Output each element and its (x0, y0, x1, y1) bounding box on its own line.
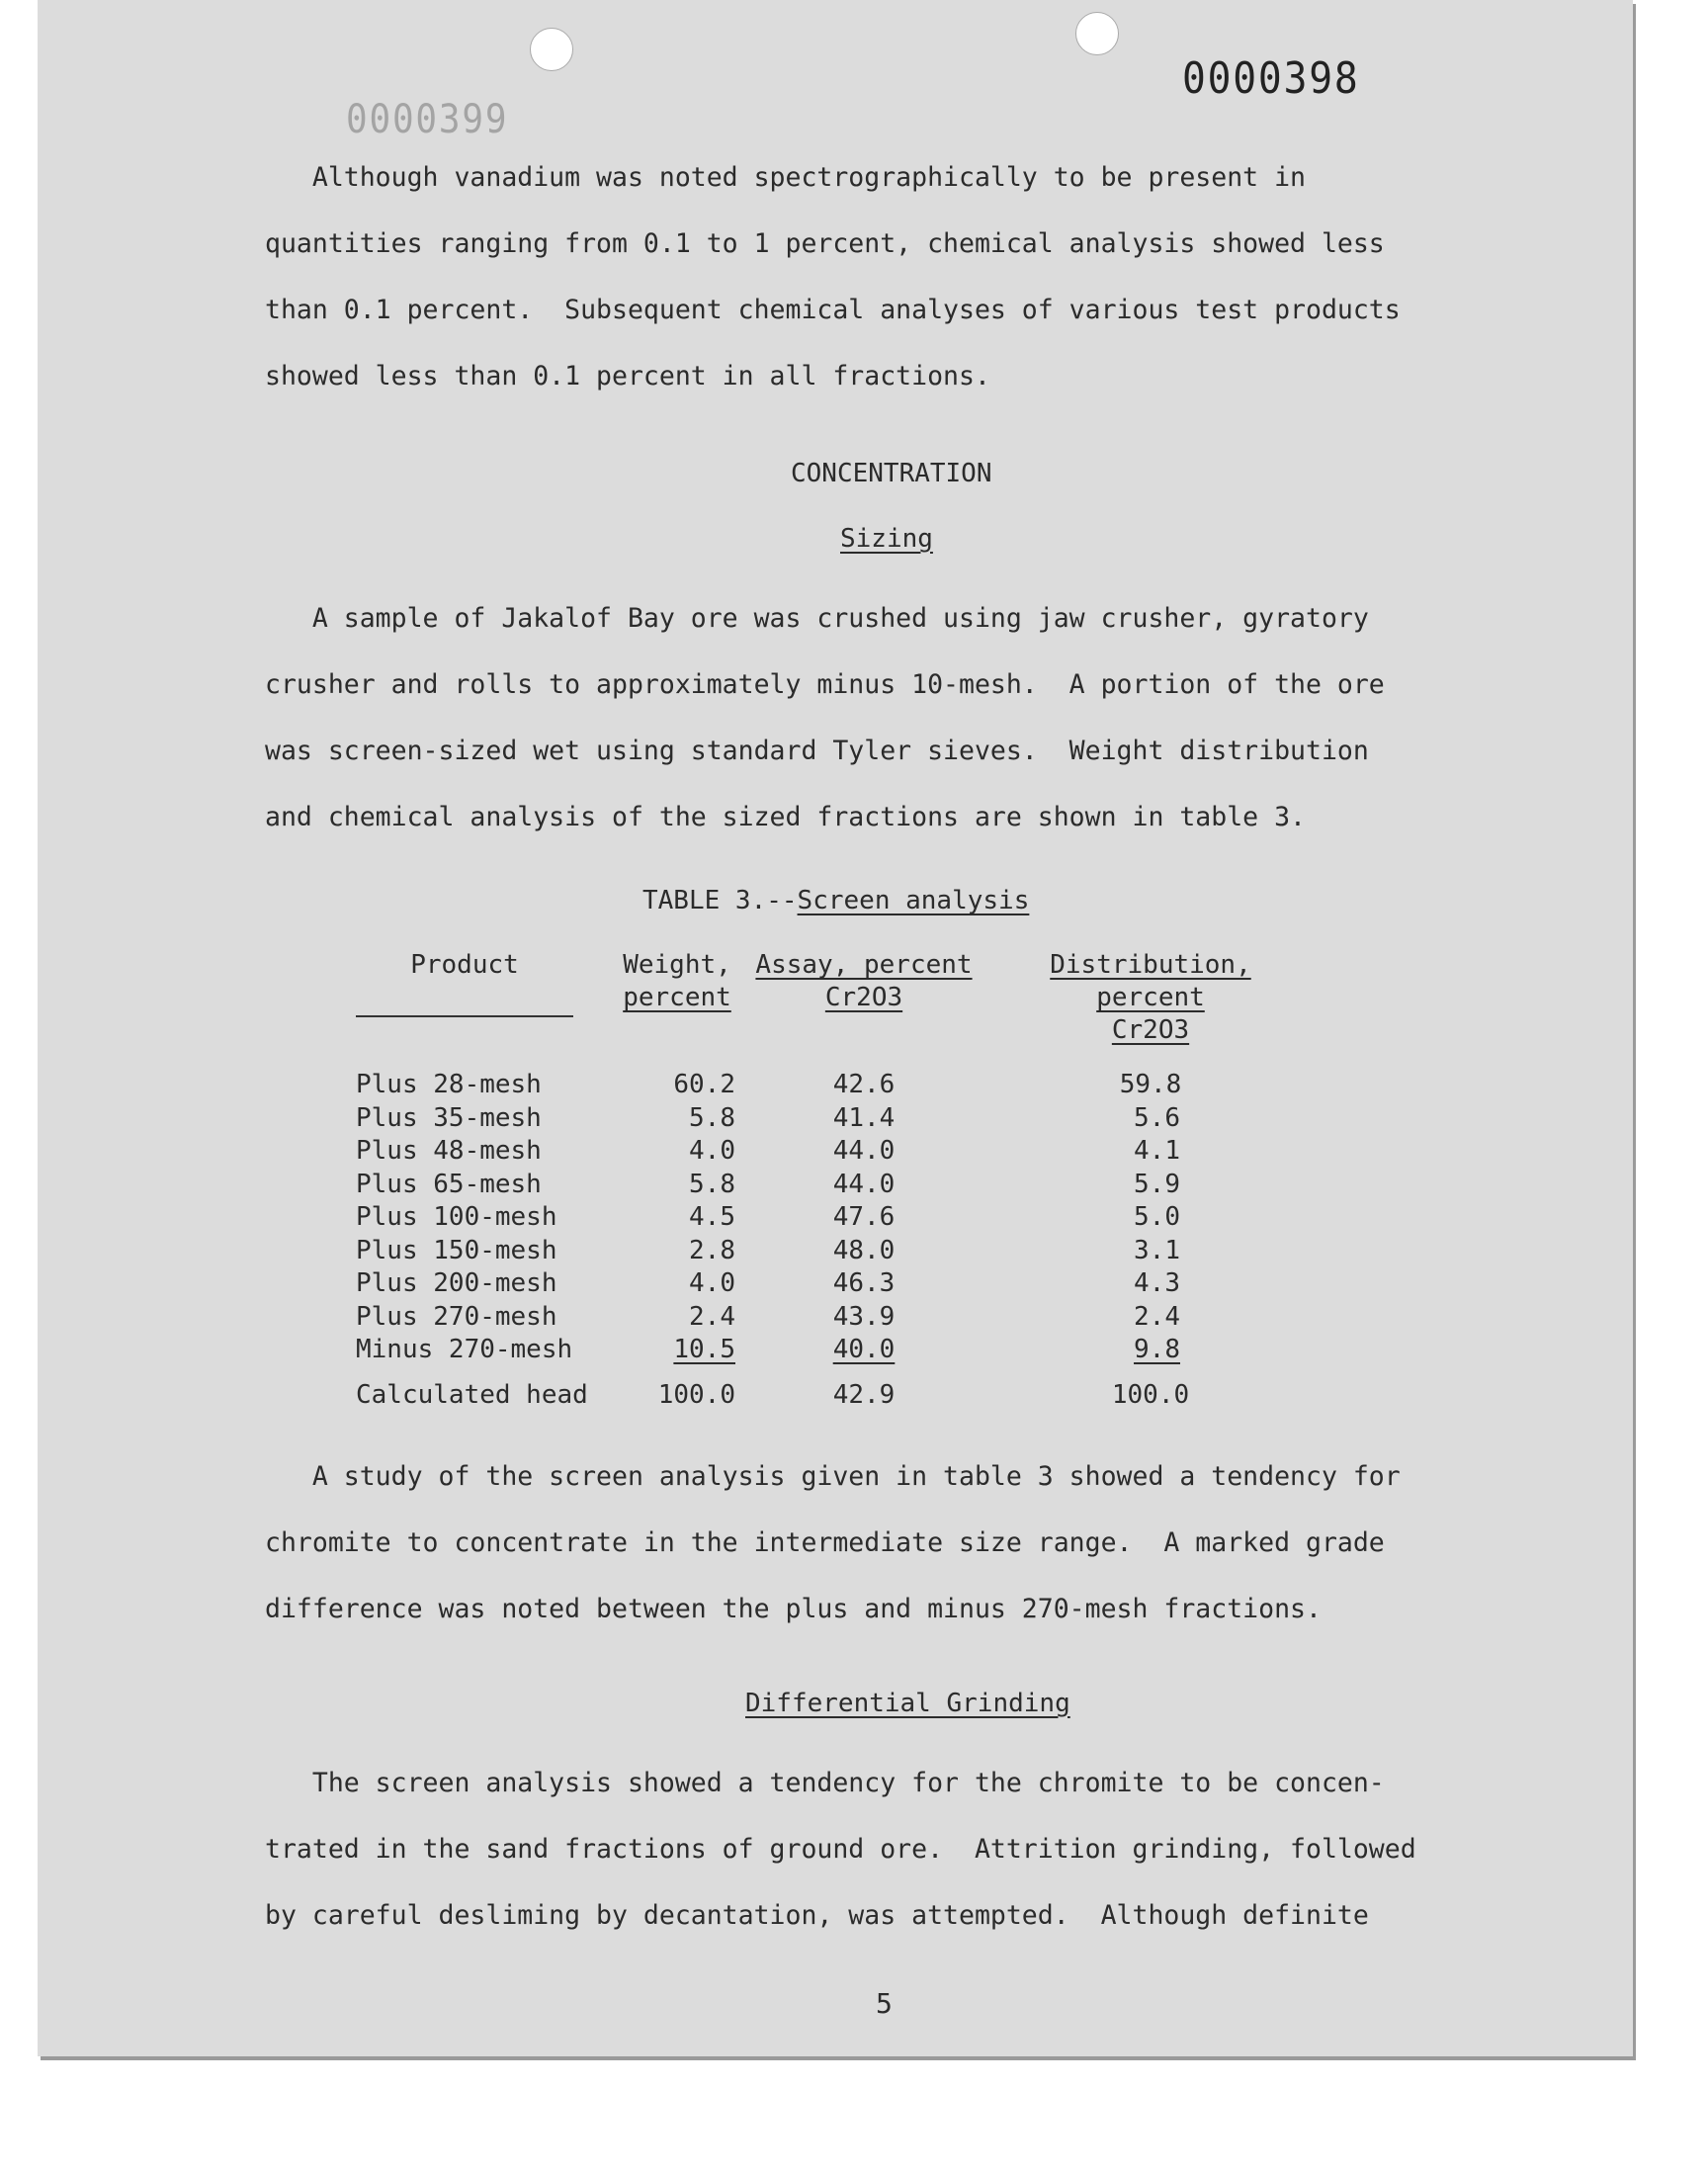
subheading-differential-grinding: Differential Grinding (745, 1689, 1070, 1718)
table-header-row (356, 949, 1309, 1047)
distribution-value: 59.8 (1119, 1070, 1182, 1099)
total-row (356, 1367, 1309, 1413)
table-row (356, 1135, 1309, 1169)
assay-cell: 43.9 (832, 1301, 896, 1332)
text-line: trated in the sand fractions of ground ore. Attrition grinding, followed (265, 1834, 1416, 1865)
assay-cell: 42.9 (832, 1379, 896, 1410)
table-row (356, 1267, 1309, 1301)
table-row (356, 1069, 1309, 1102)
product-header-label: Product (410, 950, 519, 980)
distribution-header-line2: Cr2O3 (1111, 1015, 1190, 1045)
distribution-cell (992, 1301, 1309, 1335)
subheading-sizing: Sizing (840, 524, 933, 554)
product-cell: Calculated head (356, 1379, 588, 1410)
text-line: crusher and rolls to approximately minus 10-mesh. A portion of the ore (265, 669, 1385, 700)
section-heading-concentration: CONCENTRATION (791, 459, 992, 488)
distribution-value: 4.1 (1134, 1136, 1180, 1166)
weight-header-line1: Weight, (623, 950, 731, 980)
distribution-cell (992, 1267, 1309, 1301)
weight-cell: 4.0 (689, 1268, 735, 1298)
page-number: 5 (876, 1987, 893, 2020)
assay-cell: 42.6 (832, 1070, 896, 1099)
text-line: than 0.1 percent. Subsequent chemical analyses of various test products (265, 295, 1401, 325)
product-cell: Plus 65-mesh (356, 1169, 542, 1199)
text-line: A study of the screen analysis given in table 3 showed a tendency for (265, 1461, 1401, 1492)
text-line: A sample of Jakalof Bay ore was crushed using jaw crusher, gyratory (265, 603, 1369, 634)
weight-cell: 100.0 (657, 1379, 735, 1410)
assay-value: 40.0 (832, 1335, 896, 1364)
weight-header-line2: percent (623, 983, 731, 1012)
table-row (356, 1169, 1309, 1202)
product-cell: Plus 270-mesh (356, 1301, 557, 1332)
distribution-value: 9.8 (1134, 1335, 1180, 1364)
text-line: Although vanadium was noted spectrographically to be present in (265, 162, 1306, 193)
table-caption-title: Screen analysis (797, 886, 1030, 915)
distribution-value: 5.9 (1134, 1169, 1180, 1199)
table-row (356, 1301, 1309, 1335)
product-cell: Plus 48-mesh (356, 1136, 542, 1166)
text-line: difference was noted between the plus and minus 270-mesh fractions. (265, 1594, 1322, 1624)
assay-cell: 48.0 (832, 1235, 896, 1265)
text-line: quantities ranging from 0.1 to 1 percent, chemical analysis showed less (265, 228, 1385, 259)
assay-cell: 41.4 (832, 1102, 896, 1133)
product-cell: Plus 28-mesh (356, 1070, 542, 1099)
header-rule (356, 982, 573, 1017)
table-row (356, 1201, 1309, 1235)
text-line: and chemical analysis of the sized fractions are shown in table 3. (265, 802, 1306, 832)
assay-header (735, 949, 992, 1047)
distribution-value: 4.3 (1134, 1268, 1180, 1298)
distribution-header-line1: Distribution, percent (1050, 950, 1251, 1012)
product-cell: Plus 200-mesh (356, 1268, 557, 1298)
assay-header-line1: Assay, percent (755, 950, 973, 980)
distribution-cell (992, 1135, 1309, 1169)
distribution-cell (992, 1334, 1309, 1367)
assay-cell: 47.6 (832, 1202, 896, 1232)
distribution-header (992, 949, 1309, 1047)
weight-cell: 5.8 (689, 1102, 735, 1133)
assay-cell: 44.0 (832, 1169, 896, 1199)
text-line: was screen-sized wet using standard Tyler sieves. Weight distribution (265, 736, 1369, 766)
table-caption-prefix: TABLE 3.-- (642, 886, 798, 915)
distribution-value: 2.4 (1134, 1301, 1180, 1332)
distribution-value: 3.1 (1134, 1235, 1180, 1265)
text-line: chromite to concentrate in the intermediate size range. A marked grade (265, 1527, 1385, 1558)
spacer-cell (356, 1047, 1309, 1069)
product-cell: Plus 35-mesh (356, 1102, 542, 1133)
distribution-value: 5.0 (1134, 1202, 1180, 1232)
distribution-cell (992, 1367, 1309, 1413)
weight-cell: 2.4 (689, 1301, 735, 1332)
table-row (356, 1334, 1309, 1367)
punch-hole (530, 28, 573, 71)
weight-cell: 2.8 (689, 1235, 735, 1265)
distribution-cell (992, 1235, 1309, 1268)
faint-number-stamp: 0000399 (346, 97, 509, 142)
distribution-cell (992, 1102, 1309, 1136)
assay-cell: 46.3 (832, 1268, 896, 1298)
assay-cell: 44.0 (832, 1136, 896, 1166)
table-row (356, 1235, 1309, 1268)
weight-cell (619, 1334, 735, 1367)
product-cell: Plus 150-mesh (356, 1235, 557, 1265)
distribution-cell (992, 1169, 1309, 1202)
weight-cell: 60.2 (673, 1070, 735, 1099)
text-line: showed less than 0.1 percent in all fractions. (265, 361, 990, 392)
weight-header (619, 949, 735, 1047)
spacer-row (356, 1047, 1309, 1069)
weight-cell: 4.0 (689, 1136, 735, 1166)
product-header (356, 949, 619, 1047)
distribution-cell (992, 1201, 1309, 1235)
punch-hole (1075, 12, 1119, 55)
table-caption (642, 886, 1029, 915)
product-cell: Minus 270-mesh (356, 1335, 573, 1364)
distribution-cell (992, 1069, 1309, 1102)
document-number-stamp: 0000398 (1182, 53, 1360, 104)
distribution-value: 100.0 (1111, 1379, 1190, 1410)
assay-cell (735, 1334, 992, 1367)
text-line: by careful desliming by decantation, was attempted. Although definite (265, 1900, 1369, 1931)
screen-analysis-table (356, 949, 1309, 1412)
weight-cell: 5.8 (689, 1169, 735, 1199)
product-cell: Plus 100-mesh (356, 1202, 557, 1232)
assay-header-line2: Cr2O3 (824, 983, 903, 1012)
weight-value: 10.5 (673, 1335, 735, 1364)
text-line: The screen analysis showed a tendency for the chromite to be concen- (265, 1768, 1385, 1798)
distribution-value: 5.6 (1134, 1102, 1180, 1133)
table-row (356, 1102, 1309, 1136)
weight-cell: 4.5 (689, 1202, 735, 1232)
